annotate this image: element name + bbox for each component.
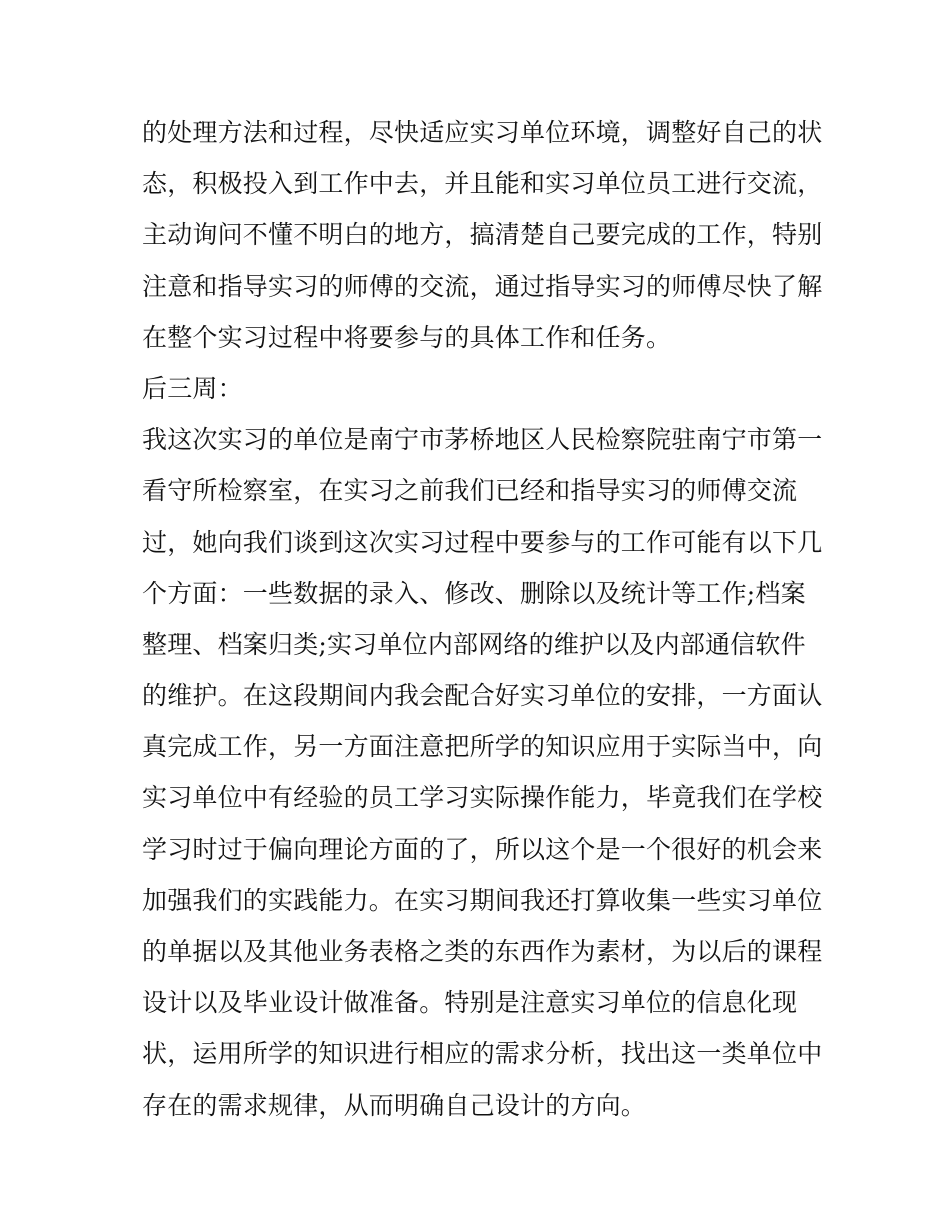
text-line: 在整个实习过程中将要参与的具体工作和任务。 xyxy=(142,322,672,352)
text-line: 状，运用所学的知识进行相应的需求分析，找出这一类单位中 xyxy=(142,1039,823,1069)
text-line: 设计以及毕业设计做准备。特别是注意实习单位的信息化现 xyxy=(142,988,798,1018)
body-text xyxy=(142,107,822,1131)
text-line: 的维护。在这段期间内我会配合好实习单位的安排，一方面认 xyxy=(142,681,823,711)
text-line: 个方面：一些数据的录入、修改、删除以及统计等工作;档案 xyxy=(142,578,806,608)
text-line: 加强我们的实践能力。在实习期间我还打算收集一些实习单位 xyxy=(142,885,823,915)
text-line: 实习单位中有经验的员工学习实际操作能力，毕竟我们在学校 xyxy=(142,783,823,813)
text-line: 过，她向我们谈到这次实习过程中要参与的工作可能有以下几 xyxy=(142,527,823,557)
text-line: 看守所检察室，在实习之前我们已经和指导实习的师傅交流 xyxy=(142,476,798,506)
text-line: 整理、档案归类;实习单位内部网络的维护以及内部通信软件 xyxy=(142,629,806,659)
text-line: 的单据以及其他业务表格之类的东西作为素材，为以后的课程 xyxy=(142,937,823,966)
text-line: 真完成工作，另一方面注意把所学的知识应用于实际当中，向 xyxy=(142,732,823,762)
text-line: 我这次实习的单位是南宁市茅桥地区人民检察院驻南宁市第一 xyxy=(142,425,823,455)
text-line: 注意和指导实习的师傅的交流，通过指导实习的师傅尽快了解 xyxy=(142,271,823,301)
text-line: 的处理方法和过程，尽快适应实习单位环境，调整好自己的状 xyxy=(142,118,823,147)
text-line: 存在的需求规律，从而明确自己设计的方向。 xyxy=(142,1090,647,1120)
text-line: 学习时过于偏向理论方面的了，所以这个是一个很好的机会来 xyxy=(142,834,823,864)
section-heading: 后三周： xyxy=(142,373,243,403)
text-line: 态，积极投入到工作中去，并且能和实习单位员工进行交流， xyxy=(142,169,823,199)
text-line: 主动询问不懂不明白的地方，搞清楚自己要完成的工作，特别 xyxy=(142,220,823,250)
